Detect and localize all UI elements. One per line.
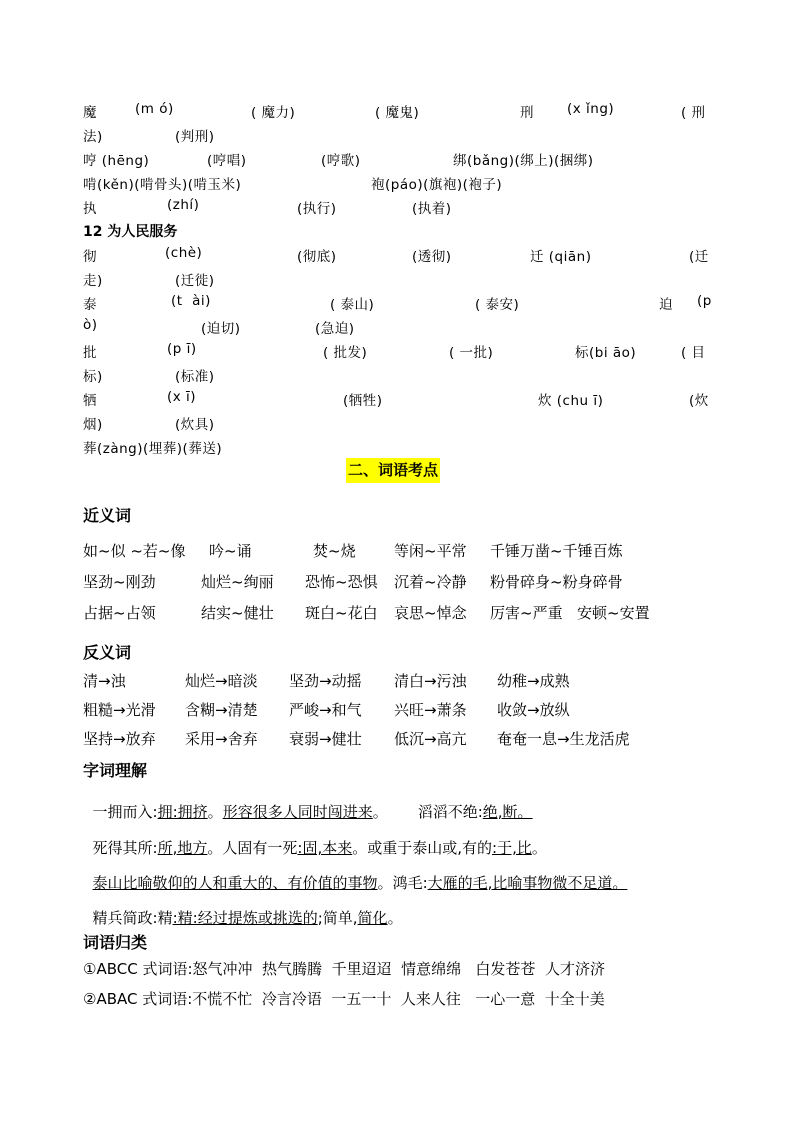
punct-text: 。	[372, 803, 388, 821]
definition-text: :于,比	[492, 839, 532, 857]
term-text: 精兵简政:精	[92, 909, 173, 927]
vocab-item: ( 一批)	[449, 345, 494, 361]
vocab-item: 彻	[83, 249, 97, 265]
vocab-item: (x ǐng)	[567, 101, 615, 117]
word-pair: 低沉→高亢	[394, 730, 467, 748]
word-pair: 坚劲~刚劲	[83, 573, 156, 591]
definition-text: :精:经过提炼或挑选的	[172, 909, 318, 927]
vocab-item: (判刑)	[175, 129, 215, 145]
vocab-item: (彻底)	[297, 249, 337, 265]
vocab-item: 批	[83, 345, 97, 361]
term-text: 一拥而入:	[92, 803, 158, 821]
word-pair: 粗糙→光滑	[83, 701, 156, 719]
vocab-item: 泰	[83, 297, 97, 313]
word-pair: 含糊→清楚	[185, 701, 258, 719]
word-pair: 灿烂~绚丽	[201, 573, 274, 591]
vocab-item: 绑(bǎng)(绑上)(捆绑)	[453, 153, 594, 169]
categorize-line-2: ②ABAC 式词语:不慌不忙 冷言冷语 一五一十 人来人往 一心一意 十全十美	[83, 990, 605, 1008]
vocab-item: (p	[697, 293, 712, 309]
vocab-item: 烟)	[83, 417, 103, 433]
word-pair: 清白→污浊	[394, 672, 467, 690]
punct-text: 。	[387, 909, 403, 927]
vocab-item: ( 泰安)	[475, 297, 520, 313]
vocab-item: 迫	[659, 297, 673, 313]
vocab-item: 刑	[520, 105, 534, 121]
vocab-item: 袍(páo)(旗袍)(袍子)	[371, 177, 503, 193]
vocab-item: ò)	[83, 317, 98, 333]
vocab-item: ( 批发)	[323, 345, 368, 361]
word-pair: 结实~健壮	[201, 604, 274, 622]
word-pair: 坚劲→动摇	[289, 672, 362, 690]
term-text: 。鸿毛:	[377, 874, 428, 892]
vocab-item: 魔	[83, 105, 97, 121]
plain-text: 。或重于泰山或,有的	[352, 839, 493, 857]
word-pair: 千锤万凿~千锤百炼	[490, 542, 623, 560]
plain-text: ;简单,	[317, 909, 358, 927]
plain-text: 。人固有一死	[207, 839, 298, 857]
vocab-item: (迫切)	[201, 321, 241, 337]
vocab-item: ( 刑	[681, 105, 706, 121]
word-pair: 如~似 ~若~像	[83, 542, 186, 560]
word-pair: 斑白~花白	[305, 604, 378, 622]
vocab-item: 哼 (hēng)	[83, 153, 150, 169]
section-title: 二、词语考点	[346, 458, 440, 483]
vocab-item: 炊 (chu ī)	[538, 393, 604, 409]
vocab-item: (炊具)	[175, 417, 215, 433]
term-text: 死得其所:	[92, 839, 158, 857]
definition-text: 拥:拥挤	[157, 803, 208, 821]
synonyms-heading: 近义词	[83, 506, 132, 525]
vocab-item: (炊	[689, 393, 709, 409]
understanding-line-4	[83, 889, 403, 928]
word-pair: 焚~烧	[313, 542, 356, 560]
vocab-item: (标准)	[175, 369, 215, 385]
lesson-title: 12 为人民服务	[83, 224, 178, 240]
vocab-item: ( 魔鬼)	[375, 105, 420, 121]
vocab-item: (哼歌)	[321, 153, 361, 169]
understanding-line-3	[83, 854, 627, 893]
vocab-item: 标(bi āo)	[575, 345, 637, 361]
vocab-item: 法)	[83, 129, 103, 145]
word-pair: 兴旺→萧条	[394, 701, 467, 719]
word-pair: 采用→舍弃	[185, 730, 258, 748]
vocab-item: (m ó)	[135, 101, 174, 117]
understanding-heading: 字词理解	[83, 761, 148, 780]
vocab-item: ( 目	[681, 345, 706, 361]
definition-text: 绝,断。	[482, 803, 533, 821]
vocab-item: 葬(zàng)(埋葬)(葬送)	[83, 441, 223, 457]
categorize-line-1: ①ABCC 式词语:怒气冲冲 热气腾腾 千里迢迢 情意绵绵 白发苍苍 人才济济	[83, 960, 605, 978]
definition-text: 大雁的毛,比喻事物微不足道。	[427, 874, 628, 892]
vocab-item: (透彻)	[412, 249, 452, 265]
word-pair: 衰弱→健壮	[289, 730, 362, 748]
understanding-line-1	[83, 783, 533, 822]
definition-text: :固,本来	[297, 839, 353, 857]
definition-text: 简化	[357, 909, 388, 927]
word-pair: 恐怖~恐惧	[305, 573, 378, 591]
vocab-item: (急迫)	[315, 321, 355, 337]
term-text: 滔滔不绝:	[417, 803, 483, 821]
vocab-item: (chè)	[165, 245, 203, 261]
vocab-item: (p ī)	[167, 341, 197, 357]
word-pair: 严峻→和气	[289, 701, 362, 719]
word-pair: 安顿~安置	[577, 604, 650, 622]
vocab-item: (牺牲)	[343, 393, 383, 409]
definition-text: 所,地方	[157, 839, 208, 857]
vocab-item: ( 魔力)	[251, 105, 296, 121]
word-pair: 清→浊	[83, 672, 126, 690]
categorize-heading: 词语归类	[83, 933, 148, 952]
vocab-item: (t ài)	[171, 293, 211, 309]
vocab-item: 走)	[83, 273, 103, 289]
word-pair: 哀思~悼念	[394, 604, 467, 622]
word-pair: 厉害~严重	[490, 604, 563, 622]
word-pair: 收敛→放纵	[497, 701, 570, 719]
word-pair: 灿烂→暗淡	[185, 672, 258, 690]
vocab-item: (执行)	[297, 201, 337, 217]
vocab-item: ( 泰山)	[330, 297, 375, 313]
word-pair: 奄奄一息→生龙活虎	[497, 730, 630, 748]
definition-text: 泰山比喻敬仰的人和重大的、有价值的事物	[92, 874, 378, 892]
word-pair: 等闲~平常	[394, 542, 467, 560]
punct-text: 。	[531, 839, 547, 857]
vocab-item: 执	[83, 201, 97, 217]
vocab-item: (zhí)	[167, 197, 200, 213]
vocab-item: 啃(kěn)(啃骨头)(啃玉米)	[83, 177, 242, 193]
word-pair: 占据~占领	[83, 604, 156, 622]
vocab-item: (x ī)	[167, 389, 197, 405]
vocab-item: 标)	[83, 369, 103, 385]
word-pair: 粉骨碎身~粉身碎骨	[490, 573, 623, 591]
vocab-item: (哼唱)	[207, 153, 247, 169]
vocab-item: (迁	[689, 249, 709, 265]
punct-text: 。	[207, 803, 223, 821]
word-pair: 幼稚→成熟	[497, 672, 570, 690]
vocab-item: 迁 (qiān)	[530, 249, 592, 265]
understanding-line-2	[83, 819, 547, 858]
word-pair: 坚持→放弃	[83, 730, 156, 748]
word-pair: 沉着~冷静	[394, 573, 467, 591]
vocab-item: (执着)	[412, 201, 452, 217]
antonyms-heading: 反义词	[83, 643, 132, 662]
vocab-item: (迁徙)	[175, 273, 215, 289]
vocab-item: 牺	[83, 393, 97, 409]
definition-text: 形容很多人同时闯进来	[222, 803, 373, 821]
word-pair: 吟~诵	[209, 542, 252, 560]
